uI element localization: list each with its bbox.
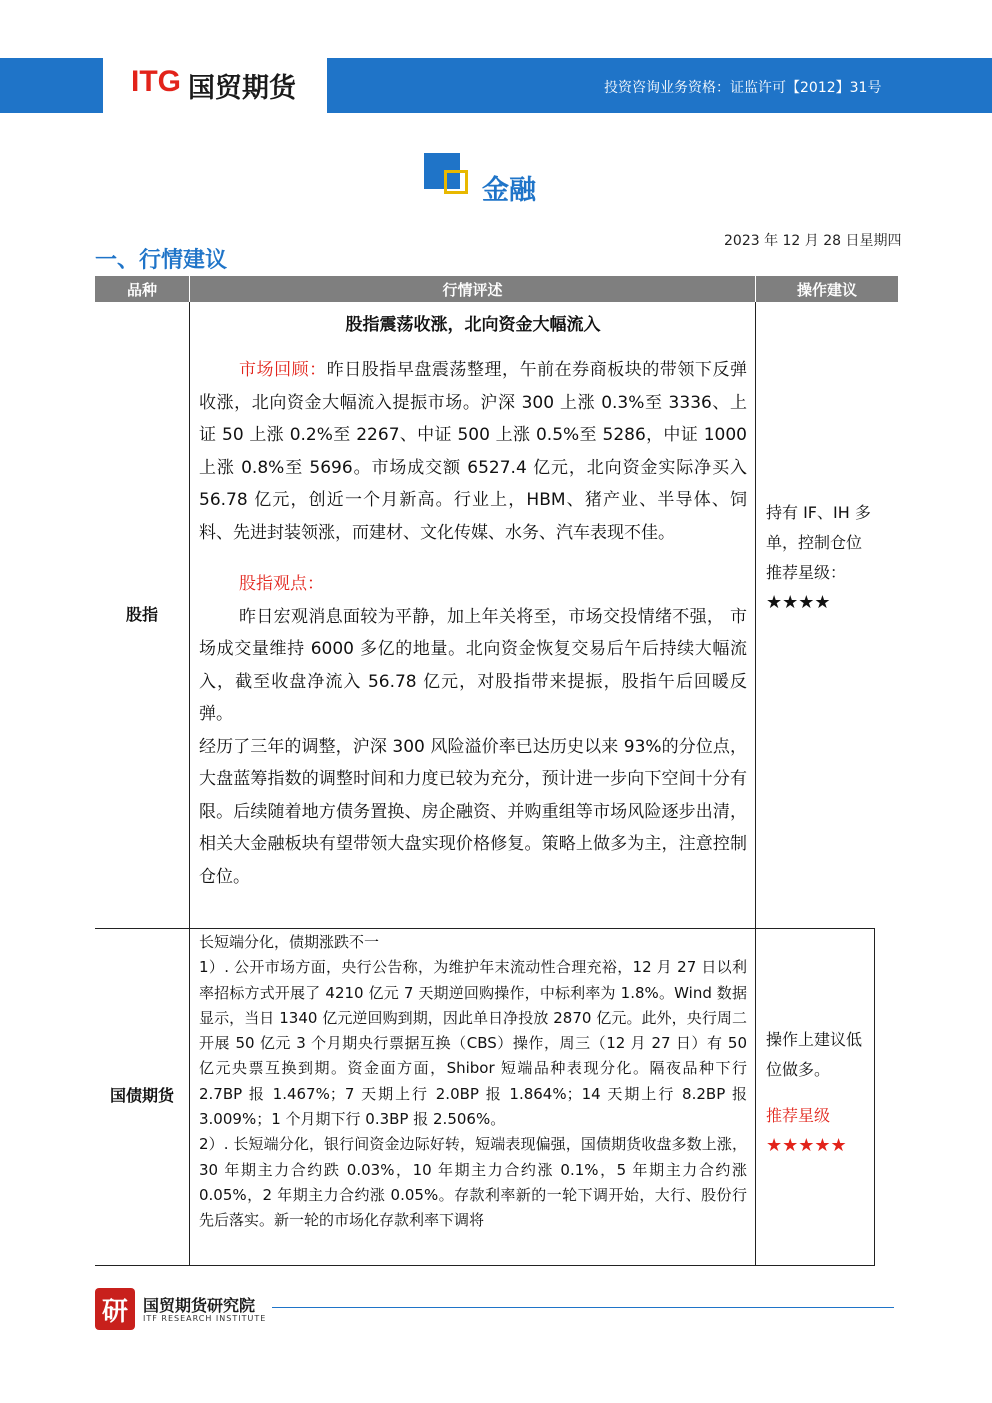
col-header-category: 品种 — [95, 276, 189, 302]
license-text: 投资咨询业务资格：证监许可【2012】31号 — [604, 80, 882, 96]
logo-cn: 国贸期货 — [188, 73, 296, 104]
col-header-advice: 操作建议 — [756, 276, 898, 302]
review-label: 市场回顾： — [239, 360, 327, 380]
review-cell — [199, 310, 747, 893]
view-paragraph: 昨日宏观消息面较为平静，加上年关将至，市场交投情绪不强， 市场成交量维持 6000 多亿的地量。北向资金恢复交易后午后持续大幅流入，截至收盘净流入 56.78 亿元，对股指带来提振，股指午后回暖反弹。 — [199, 606, 747, 724]
header-sep — [189, 276, 190, 302]
advice-cell — [766, 498, 878, 618]
section-title: 金融 — [482, 175, 536, 206]
review-cell — [199, 930, 747, 1234]
view-paragraph: 经历了三年的调整，沪深 300 风险溢价率已达历史以来 93%的分位点，大盘蓝筹指数的调整时间和力度已较为充分，预计进一步向下空间十分有限。后续随着地方债务置换、房企融资、并购重组等市场风险逐步出清，相关大金融板块有望带领大盘实现价格修复。策略上做多为主，注意控制仓位。 — [199, 736, 747, 887]
rating-stars: ★★★★ — [766, 592, 831, 613]
rating-label: 推荐星级 — [766, 1106, 831, 1125]
header-sep — [755, 276, 756, 302]
market-review — [199, 354, 747, 549]
review-paragraph: 2）. 长短端分化，银行间资金边际好转，短端表现偏强，国债期货收盘多数上涨，30 年期主力合约跌 0.03%，10 年期主力合约涨 0.1%，5 年期主力合约涨 0.05%，2 年期主力合约涨 0.05%。存款利率新的一轮下调开始，大行、股份行先后落实。新一轮的市场化存款利率下调将 — [199, 1135, 747, 1230]
grid-line — [95, 928, 874, 929]
footer-name: 国贸期货研究院 — [143, 1296, 256, 1315]
row-category: 股指 — [125, 605, 158, 624]
row-category: 国债期货 — [109, 1086, 174, 1105]
heading: 一、行情建议 — [95, 248, 228, 273]
review-paragraph: 1）. 公开市场方面，央行公告称，为维护年末流动性合理充裕，12 月 27 日以利率招标方式开展了 4210 亿元 7 天期逆回购操作，中标利率为 1.8%。Wind 数据显示，当日 1340 亿元逆回购到期，因此单日净投放 2870 亿元。此外，央行周二开展 50 亿元 3 个月期央行票据互换（CBS）操作，周三（12 月 27 日）有 50 亿元央票互换到期。资金面方面，Shibor 短端品种表现分化。隔夜品种下行 2.7BP 报 1.467%；7 天期上行 2.0BP 报 1.864%；14 天期上行 8.2BP 报 3.009%；1 个月期下行 0.3BP 报 2.506%。 — [199, 958, 747, 1129]
advice-cell — [766, 1025, 871, 1161]
grid-line — [189, 302, 190, 1266]
review-text: 昨日股指早盘震荡整理，午前在券商板块的带领下反弹收涨，北向资金大幅流入提振市场。沪深 300 上涨 0.3%至 3336、上证 50 上涨 0.2%至 2267、中证 500 上涨 0.5%至 5286，中证 1000 上涨 0.8%至 5696。市场成交额 6527.4 亿元，北向资金实际净买入 56.78 亿元，创近一个月新高。行业上，HBM、猪产业、半导体、饲料、先进封装领涨，而建材、文化传媒、水务、汽车表现不佳。 — [199, 360, 748, 543]
review-title: 股指震荡收涨，北向资金大幅流入 — [345, 315, 601, 335]
view-label: 股指观点： — [239, 574, 324, 594]
grid-line — [95, 1265, 874, 1266]
advice-text: 操作上建议低位做多。 — [766, 1030, 863, 1079]
grid-line — [874, 928, 875, 1266]
rating-label: 推荐星级： — [766, 563, 847, 582]
seal-logo: 研 — [95, 1288, 135, 1330]
grid-line — [755, 302, 756, 1266]
col-header-review: 行情评述 — [190, 276, 755, 302]
rating-stars: ★★★★★ — [766, 1135, 847, 1156]
footer-line — [272, 1307, 894, 1308]
footer-name-en: ITF RESEARCH INSTITUTE — [143, 1314, 267, 1323]
review-title: 长短端分化，债期涨跌不一 — [199, 933, 380, 951]
advice-text: 持有 IF、IH 多单，控制仓位 — [766, 503, 871, 552]
report-date: 2023 年 12 月 28 日星期四 — [724, 233, 902, 249]
section-frame-icon — [444, 170, 468, 194]
logo-latin: ITG — [131, 65, 181, 98]
